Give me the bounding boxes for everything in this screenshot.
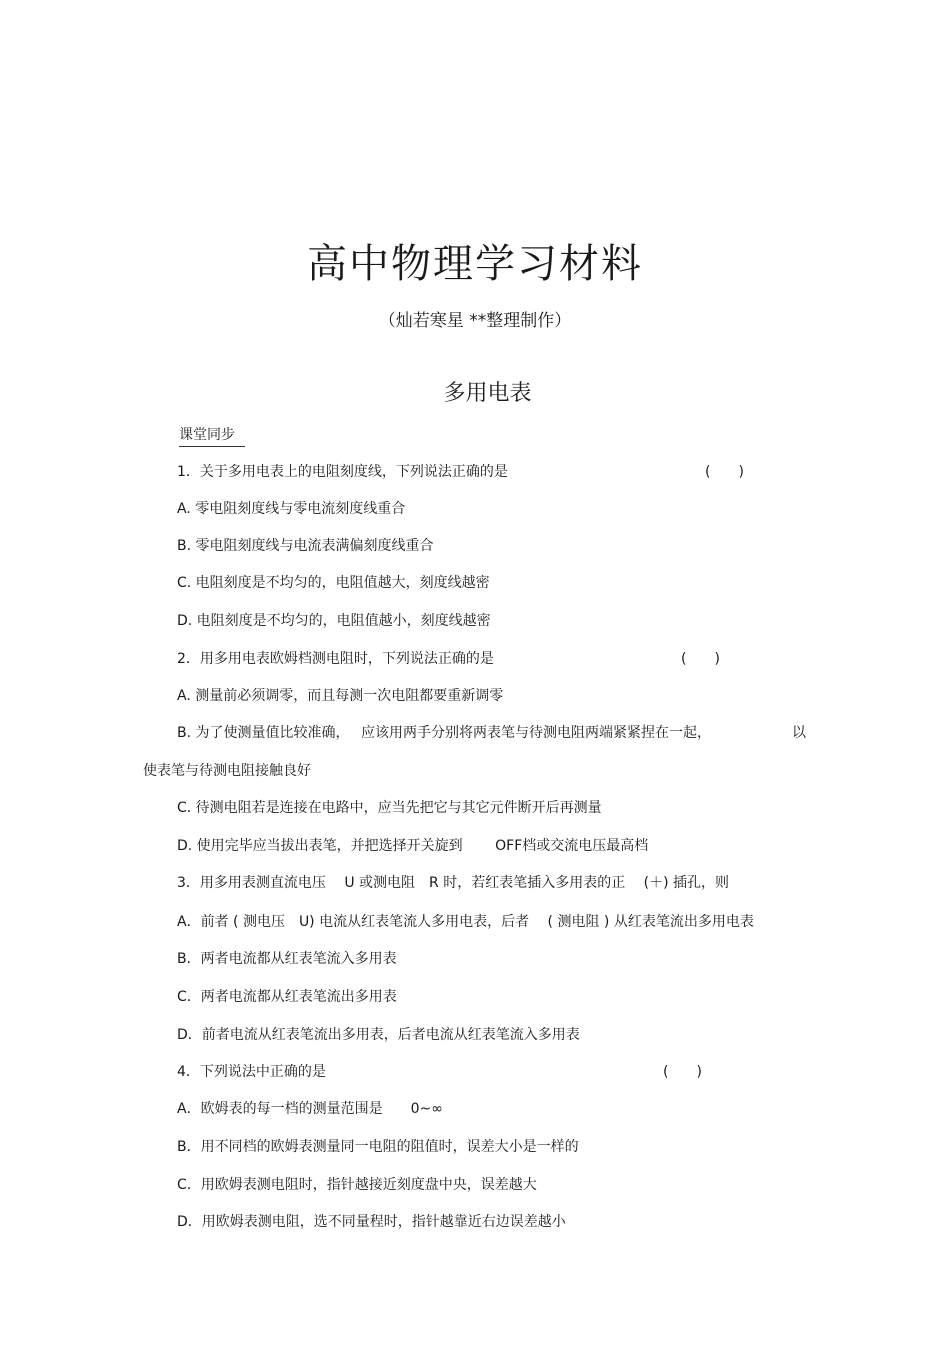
section-tag: 课堂同步	[179, 424, 245, 447]
q2-option-b-line2: 使表笔与待测电阻接触良好	[143, 763, 311, 779]
q4-stem: 4．下列说法中正确的是	[177, 1064, 326, 1080]
q2-option-a: A. 测量前必须调零，而且每测一次电阻都要重新调零	[177, 688, 504, 704]
q2-stem: 2．用多用电表欧姆档测电阻时，下列说法正确的是	[177, 651, 494, 667]
q3-stem: 3．用多用表测直流电压 U 或测电阻 R 时，若红表笔插入多用表的正 (＋) 插孔，则	[177, 875, 730, 891]
document-subtitle: （灿若寒星 **整理制作）	[378, 311, 572, 331]
q3-option-a: A．前者 ( 测电压 U) 电流从红表笔流人多用电表，后者 ( 测电阻 ) 从红表笔流出多用电表	[177, 914, 754, 930]
q4-option-d: D．用欧姆表测电阻，选不同量程时，指针越靠近右边误差越小	[177, 1214, 566, 1230]
q2-option-d: D. 使用完毕应当拔出表笔，并把选择开关旋到 OFF档或交流电压最高档	[177, 838, 649, 854]
q2-option-b-line1-end: 以	[792, 725, 806, 741]
q4-answer-paren: ( )	[663, 1064, 702, 1080]
q1-option-c: C. 电阻刻度是不均匀的，电阻值越大，刻度线越密	[177, 575, 490, 591]
q3-option-b: B．两者电流都从红表笔流入多用表	[177, 951, 397, 967]
q1-answer-paren: ( )	[705, 464, 744, 480]
q1-option-d: D. 电阻刻度是不均匀的，电阻值越小，刻度线越密	[177, 613, 491, 629]
document-title: 高中物理学习材料	[307, 241, 643, 287]
q1-option-b: B. 零电阻刻度线与电流表满偏刻度线重合	[177, 538, 434, 554]
q1-stem: 1．关于多用电表上的电阻刻度线，下列说法正确的是	[177, 464, 508, 480]
section-title: 多用电表	[443, 381, 532, 406]
q1-option-a: A. 零电阻刻度线与零电流刻度线重合	[177, 501, 406, 517]
q4-option-c: C．用欧姆表测电阻时，指针越接近刻度盘中央，误差越大	[177, 1177, 537, 1193]
q2-option-b-line1: B. 为了使测量值比较准确， 应该用两手分别将两表笔与待测电阻两端紧紧捏在一起，	[177, 725, 711, 741]
q3-option-c: C．两者电流都从红表笔流出多用表	[177, 989, 397, 1005]
q4-option-a: A．欧姆表的每一档的测量范围是 0~∞	[177, 1101, 443, 1117]
q2-answer-paren: ( )	[681, 651, 720, 667]
q4-option-b: B．用不同档的欧姆表测量同一电阻的阻值时，误差大小是一样的	[177, 1139, 579, 1155]
q2-option-c: C. 待测电阻若是连接在电路中，应当先把它与其它元件断开后再测量	[177, 800, 602, 816]
q3-option-d: D．前者电流从红表笔流出多用表，后者电流从红表笔流入多用表	[177, 1027, 580, 1043]
